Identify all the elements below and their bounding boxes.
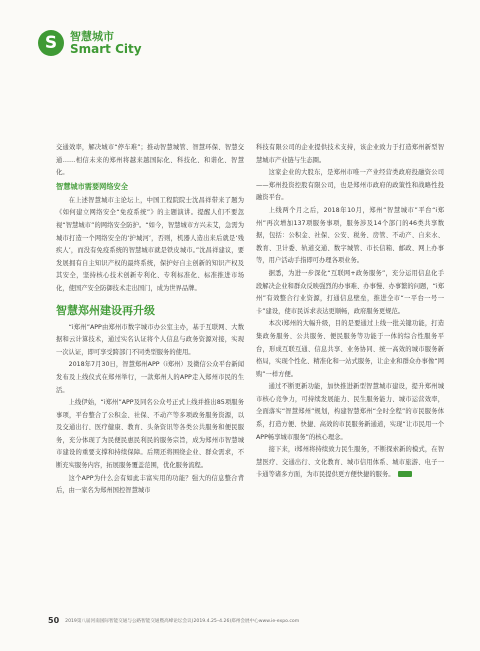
paragraph [256,444,444,482]
brand-title-cn: 智慧城市 [70,30,114,43]
section-brand [38,30,142,56]
footer-text: 2019第八届河南国际智能交通与公路智能交通暨高峰论坛会议(2019.4.25–4.26)郑州会展中心www.ie-expo.com [65,618,300,624]
paragraph: 科技有限公司的企业提供技术支持，该企业致力于打造郑州新型智慧城市产业链与生态圈。 [256,144,444,164]
paragraph: 通过不断更新功能，加快推进新型智慧城市建设，提升郑州城市核心竞争力，可持续发展能力、民生服务能力、城市运营效率，全面落实“智慧郑州”规划，构建智慧郑州“全时全程”的市民服务体系，打造方便、快捷、高效的市民服务新通道，实现“让市民用一个APP畅享城市服务”的核心理念。 [256,383,444,441]
paragraph: 上线两个月之后，2018年10月，郑州“智慧城市”平台“i郑州”再次增加137项服务事项，服务涉及14个部门的46类共享数据，包括：公积金、社保、公安、税务、房管、不动产、自来水、教育、卫计委、轨道交通、数字城管、市长信箱、邮政、网上办事等，用户活动手指即可办理各项业务。 [256,206,444,265]
left-column [56,142,244,498]
paragraph: 交通效率，解决城市“停车难”；推动智慧城管、智慧环保、智慧交通……相信未来的郑州将越来越国际化、科技化、和谐化、智慧化。 [56,144,244,177]
right-column [256,142,444,482]
section-heading: 智慧郑州建设再升级 [56,303,155,317]
paragraph: 2018年7月30日，智慧郑州APP（i郑州）及微信公众平台新闻发布及上线仪式在郑州举行，一款郑州人的APP走入郑州市民的生活。 [56,361,244,394]
paragraph: 据悉，为进一步深化“互联网+政务服务”，充分运用信息化手段解决企业和群众反映强烈的办事难、办事慢、办事繁的问题，“i郑州”有效整合行业资源，打通信息壁垒，推进全市“一平台一号一卡”建设，使市民诉求表达更顺畅，政府服务更规范。 [256,269,444,315]
subheading-network-security: 智慧城市需要网络安全 [56,181,128,191]
article-end-mark-icon [398,471,412,477]
paragraph-text: 接下来，i郑州将持续致力民生服务，不断探索新的模式，在智慧医疗、交通出行、文化教育、城市信用体系、城市旅游、电子一卡通等诸多方面，为市民提供更方便快捷的服务。 [256,446,444,479]
page-number: 50 [48,616,60,625]
smart-city-logo-icon: S [38,30,64,56]
paragraph: 这个APP为什么会有如此丰富实用的功能？强大的信息整合背后，由一家名为郑州国控智慧城市 [56,474,244,495]
paragraph: 在上述智慧城市主论坛上，中国工程院院士沈昌祥带来了题为《如何建立网络安全“免疫系统”》的主题演讲。提醒人们不要忽视“智慧城市”的网络安全防护。“如今，智慧城市方兴未艾，急需为城市打造一个网络安全的‘护城河’，否则，机器人造出来后就是‘残疾人’，而没有免疫系统的智慧城市就是铁皮城市。”沈昌祥建议，要发展拥有自主知识产权的最终系统，保护好自主创新的知识产权及其安全，坚持核心技术创新专利化、专利标准化、标准推进市场化，使国产安全防御技术走出国门，成为世界品牌。 [56,196,244,292]
page-footer [48,616,448,625]
paragraph: 本次i郑州的大幅升级，目的是要通过上线一批关键功能，打造集政务服务、公共服务、便民服务等功能于一体的综合性服务平台，形成互联互通、信息共享、业务协同、统一高效的城市服务新格局，实现个性化、精准化和一站式服务，让企业和群众办事像“网购”一样方便。 [256,320,444,378]
paragraph: “i郑州”APP由郑州市数字城市办公室主办，基于互联网、大数据和云计算技术，通过实名认证将个人信息与政务资源对接，实现一次认证，即可享受跨部门不同类型服务的使用。 [56,323,244,356]
brand-title-en: Smart City [70,42,142,56]
paragraph: 这家企业的大股东，是郑州市唯一产业经营类政府投融资公司——郑州投资控股有限公司，也是郑州市政府的政策性和战略性投融资平台。 [256,169,444,202]
paragraph: 上线伊始，“i郑州”APP及同名公众号正式上线并推出85项服务事项，平台整合了公积金、社保、不动产等多项政务服务资源，以及交通出行、医疗健康、教育、头条资讯等各类公共服务和便民服务，充分体现了为民便民惠民利民的服务宗旨，成为郑州市智慧城市建设的重要支撑和持续保障。后期还将围绕企业、群众需求，不断充实服务内容，拓展服务覆盖范围，优化服务流程。 [56,399,244,470]
